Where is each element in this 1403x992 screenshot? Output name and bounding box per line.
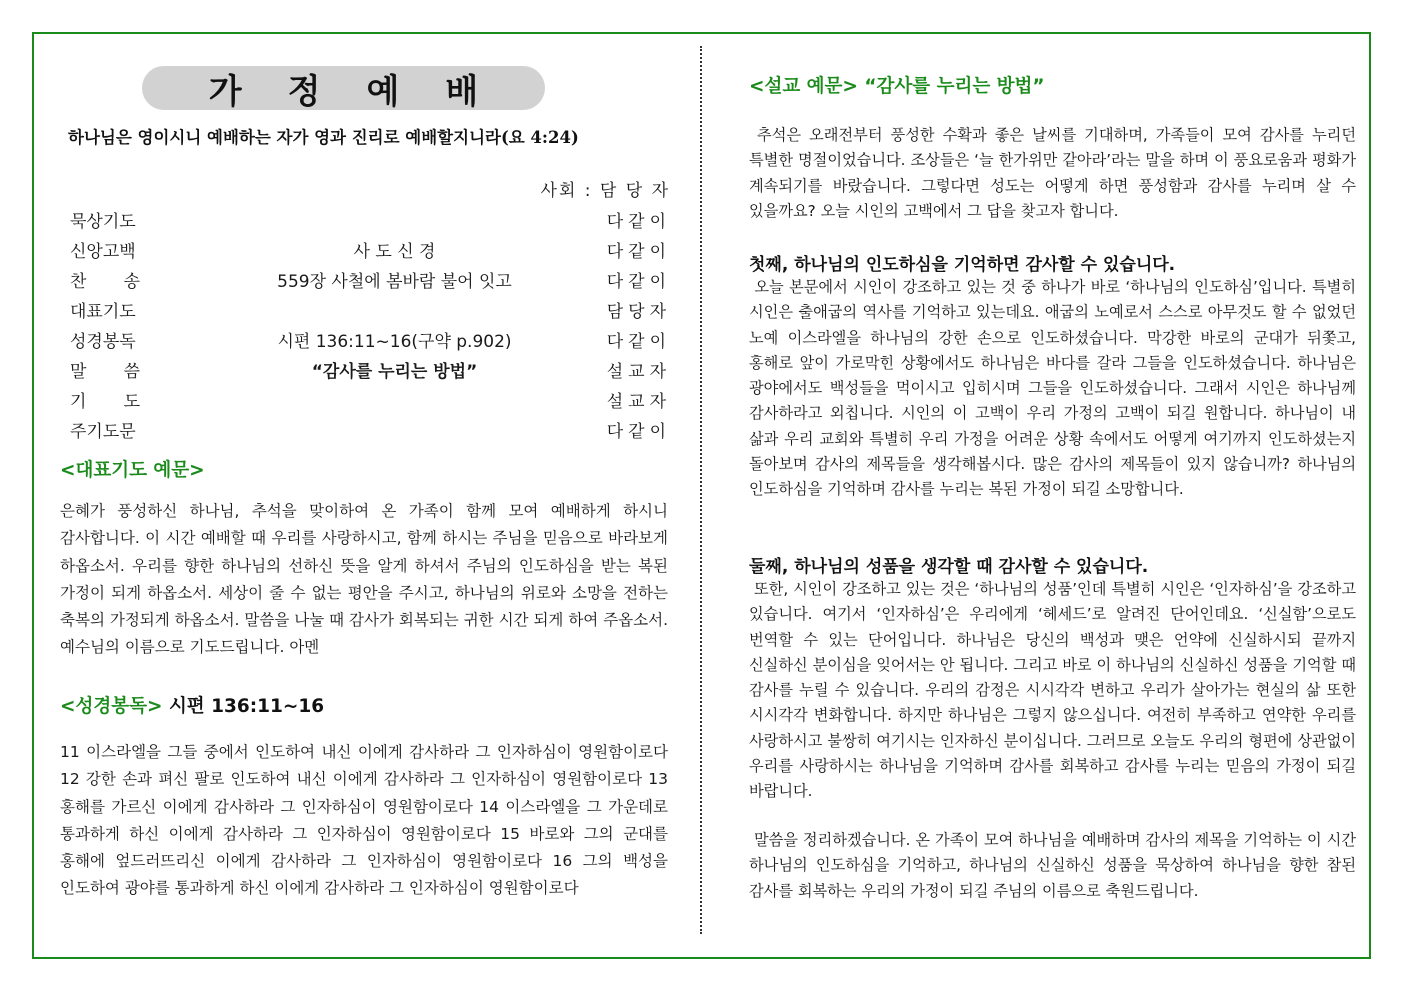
motto-verse: 하나님은 영이시니 예배하는 자가 영과 진리로 예배할지니라(요 4:24) xyxy=(68,128,579,147)
order-who: 다같이 xyxy=(606,331,671,352)
order-row xyxy=(70,354,671,384)
order-item-char: 송 xyxy=(123,271,140,292)
order-item-char: 말 xyxy=(70,361,87,382)
sermon-conclusion: 말씀을 정리하겠습니다. 온 가족이 모여 하나님을 예배하며 감사의 제목을 기억하는 이 시간 하나님의 인도하심을 기억하고, 하나님의 신실하신 성품을 묵상하여 하나님을 향한 참된 감사를 회복하는 우리의 가정이 되길 주님의 이름으로 축원드립니다. xyxy=(749,831,1356,900)
order-item: 신앙고백 xyxy=(70,241,136,262)
order-item-char: 찬 xyxy=(70,271,87,292)
order-item xyxy=(70,387,140,412)
page-title: 가정예배 xyxy=(208,71,525,112)
reading-body: 11 이스라엘을 그들 중에서 인도하여 내신 이에게 감사하라 그 인자하심이 영원함이로다 12 강한 손과 펴신 팔로 인도하여 내신 이에게 감사하라 그 인자하심이 영원함이로다 13 홍해를 가르신 이에게 감사하라 그 인자하심이 영원함이로다 14 이스라엘을 그 가운데로 통과하게 하신 이에게 감사하라 그 인자하심이 영원함이로다 15 바로와 그의 군대를 홍해에 엎드러뜨리신 이에게 감사하라 그 인자하심이 영원함이로다 16 그의 백성을 인도하여 광야를 통과하게 하신 이에게 감사하라 그 인자하심이 영원함이로다 xyxy=(60,743,668,898)
worship-order xyxy=(70,204,671,444)
order-who: 다같이 xyxy=(606,271,671,292)
order-row xyxy=(70,264,671,294)
column-divider xyxy=(700,46,702,934)
point2-body: 또한, 시인이 강조하고 있는 것은 ‘하나님의 성품’인데 특별히 시인은 ‘인자하심’을 강조하고 있습니다. 여기서 ‘인자하심’은 우리에게 ‘헤세드’로 알려진 단어인데요. ‘신실함’으로도 번역할 수 있는 단어입니다. 하나님은 당신의 백성과 맺은 언약에 신실하시되 끝까지 신실하신 분이심을 잊어서는 안 됩니다. 그리고 바로 이 하나님의 신실하신 성품을 기억할 때 감사를 누릴 수 있습니다. 우리의 감정은 시시각각 변하고 우리가 살아가는 현실의 삶 또한 시시각각 변화합니다. 하지만 하나님은 그렇지 않으십니다. 여전히 부족하고 연약한 우리를 사랑하시고 불쌍히 여기시는 인자하신 분이십니다. 그러므로 오늘도 우리의 형편에 상관없이 우리를 사랑하시는 하나님을 기억하며 감사를 회복하고 감사를 누리는 믿음의 가정이 되길 바랍니다. xyxy=(749,580,1356,801)
order-who: 다같이 xyxy=(606,421,671,442)
point1-body: 오늘 본문에서 시인이 강조하고 있는 것 중 하나가 바로 ‘하나님의 인도하심’입니다. 특별히 시인은 출애굽의 역사를 기억하고 있는데요. 애굽의 노예로서 스스로 아무것도 할 수 없었던 노예 이스라엘을 하나님의 강한 손으로 인도하셨습니다. 막강한 바로의 군대가 뒤쫓고, 홍해로 앞이 가로막힌 상황에서도 하나님은 바다를 갈라 그들을 인도하셨습니다. 하나님은 광야에서도 백성들을 먹이시고 입히시며 그들을 인도하셨습니다. 그래서 시인은 하나님께 감사하라고 외칩니다. 시인의 이 고백이 우리 가정의 고백이 되길 원합니다. 하나님이 내 삶과 우리 교회와 특별히 우리 가정을 어려운 상황 속에서도 어떻게 여기까지 인도하셨는지 돌아보며 감사의 제목들을 생각해봅시다. 많은 감사의 제목들이 있지 않습니까? 하나님의 인도하심을 기억하며 감사를 누리는 복된 가정이 되길 소망합니다. xyxy=(749,278,1356,499)
order-row xyxy=(70,234,671,264)
order-content: 사 도 신 경 xyxy=(353,241,436,262)
sermon-heading: <설교 예문> “감사를 누리는 방법” xyxy=(749,76,1045,97)
order-content: 시편 136:11~16(구약 p.902) xyxy=(277,331,512,352)
order-row xyxy=(70,324,671,354)
reading-label: <성경봉독> xyxy=(60,696,163,717)
order-item: 대표기도 xyxy=(70,301,136,322)
point1-title: 첫째, 하나님의 인도하심을 기억하면 감사할 수 있습니다. xyxy=(749,255,1176,275)
order-item xyxy=(70,267,140,292)
order-item-char: 도 xyxy=(123,391,140,412)
point2-title: 둘째, 하나님의 성품을 생각할 때 감사할 수 있습니다. xyxy=(749,557,1149,577)
order-item: 성경봉독 xyxy=(70,331,136,352)
order-content: “감사를 누리는 방법” xyxy=(311,361,478,382)
order-who: 다같이 xyxy=(606,241,671,262)
order-who: 담당자 xyxy=(606,301,671,322)
order-content: 559장 사철에 봄바람 불어 잇고 xyxy=(277,271,512,292)
order-who: 설교자 xyxy=(606,361,671,382)
order-item xyxy=(70,357,140,382)
order-who: 다같이 xyxy=(606,211,671,232)
order-item-char: 씀 xyxy=(123,361,140,382)
order-item: 주기도문 xyxy=(70,421,136,442)
sermon-intro: 추석은 오래전부터 풍성한 수확과 좋은 날씨를 기대하며, 가족들이 모여 감사를 누리던 특별한 명절이었습니다. 조상들은 ‘늘 한가위만 같아라’라는 말을 하며 이 풍요로움과 평화가 계속되기를 바랐습니다. 그렇다면 성도는 어떻게 하면 풍성함과 감사를 누리며 살 수 있을까요? 오늘 시인의 고백에서 그 답을 찾고자 합니다. xyxy=(749,126,1356,220)
order-row xyxy=(70,204,671,234)
order-who: 설교자 xyxy=(606,391,671,412)
leader-label: 사회 : 담 당 자 xyxy=(540,181,670,201)
order-row xyxy=(70,384,671,414)
reading-heading xyxy=(60,692,324,718)
title-banner xyxy=(142,66,545,110)
prayer-heading: <대표기도 예문> xyxy=(60,460,205,481)
prayer-body: 은혜가 풍성하신 하나님, 추석을 맞이하여 온 가족이 함께 모여 예배하게 하시니 감사합니다. 이 시간 예배할 때 우리를 사랑하시고, 함께 하시는 주님을 믿음으로 바라보게 하옵소서. 우리를 향한 하나님의 선하신 뜻을 알게 하셔서 주님의 인도하심을 받는 복된 가정이 되게 하옵소서. 세상이 줄 수 없는 평안을 주시고, 하나님의 위로와 소망을 전하는 축복의 가정되게 하옵소서. 말씀을 나눌 때 감사가 회복되는 귀한 시간 되게 하여 주옵소서. 예수님의 이름으로 기도드립니다. 아멘 xyxy=(60,502,669,657)
order-item: 묵상기도 xyxy=(70,211,136,232)
order-row xyxy=(70,414,671,444)
order-row xyxy=(70,294,671,324)
order-item-char: 기 xyxy=(70,391,87,412)
reading-reference: 시편 136:11~16 xyxy=(162,696,325,717)
